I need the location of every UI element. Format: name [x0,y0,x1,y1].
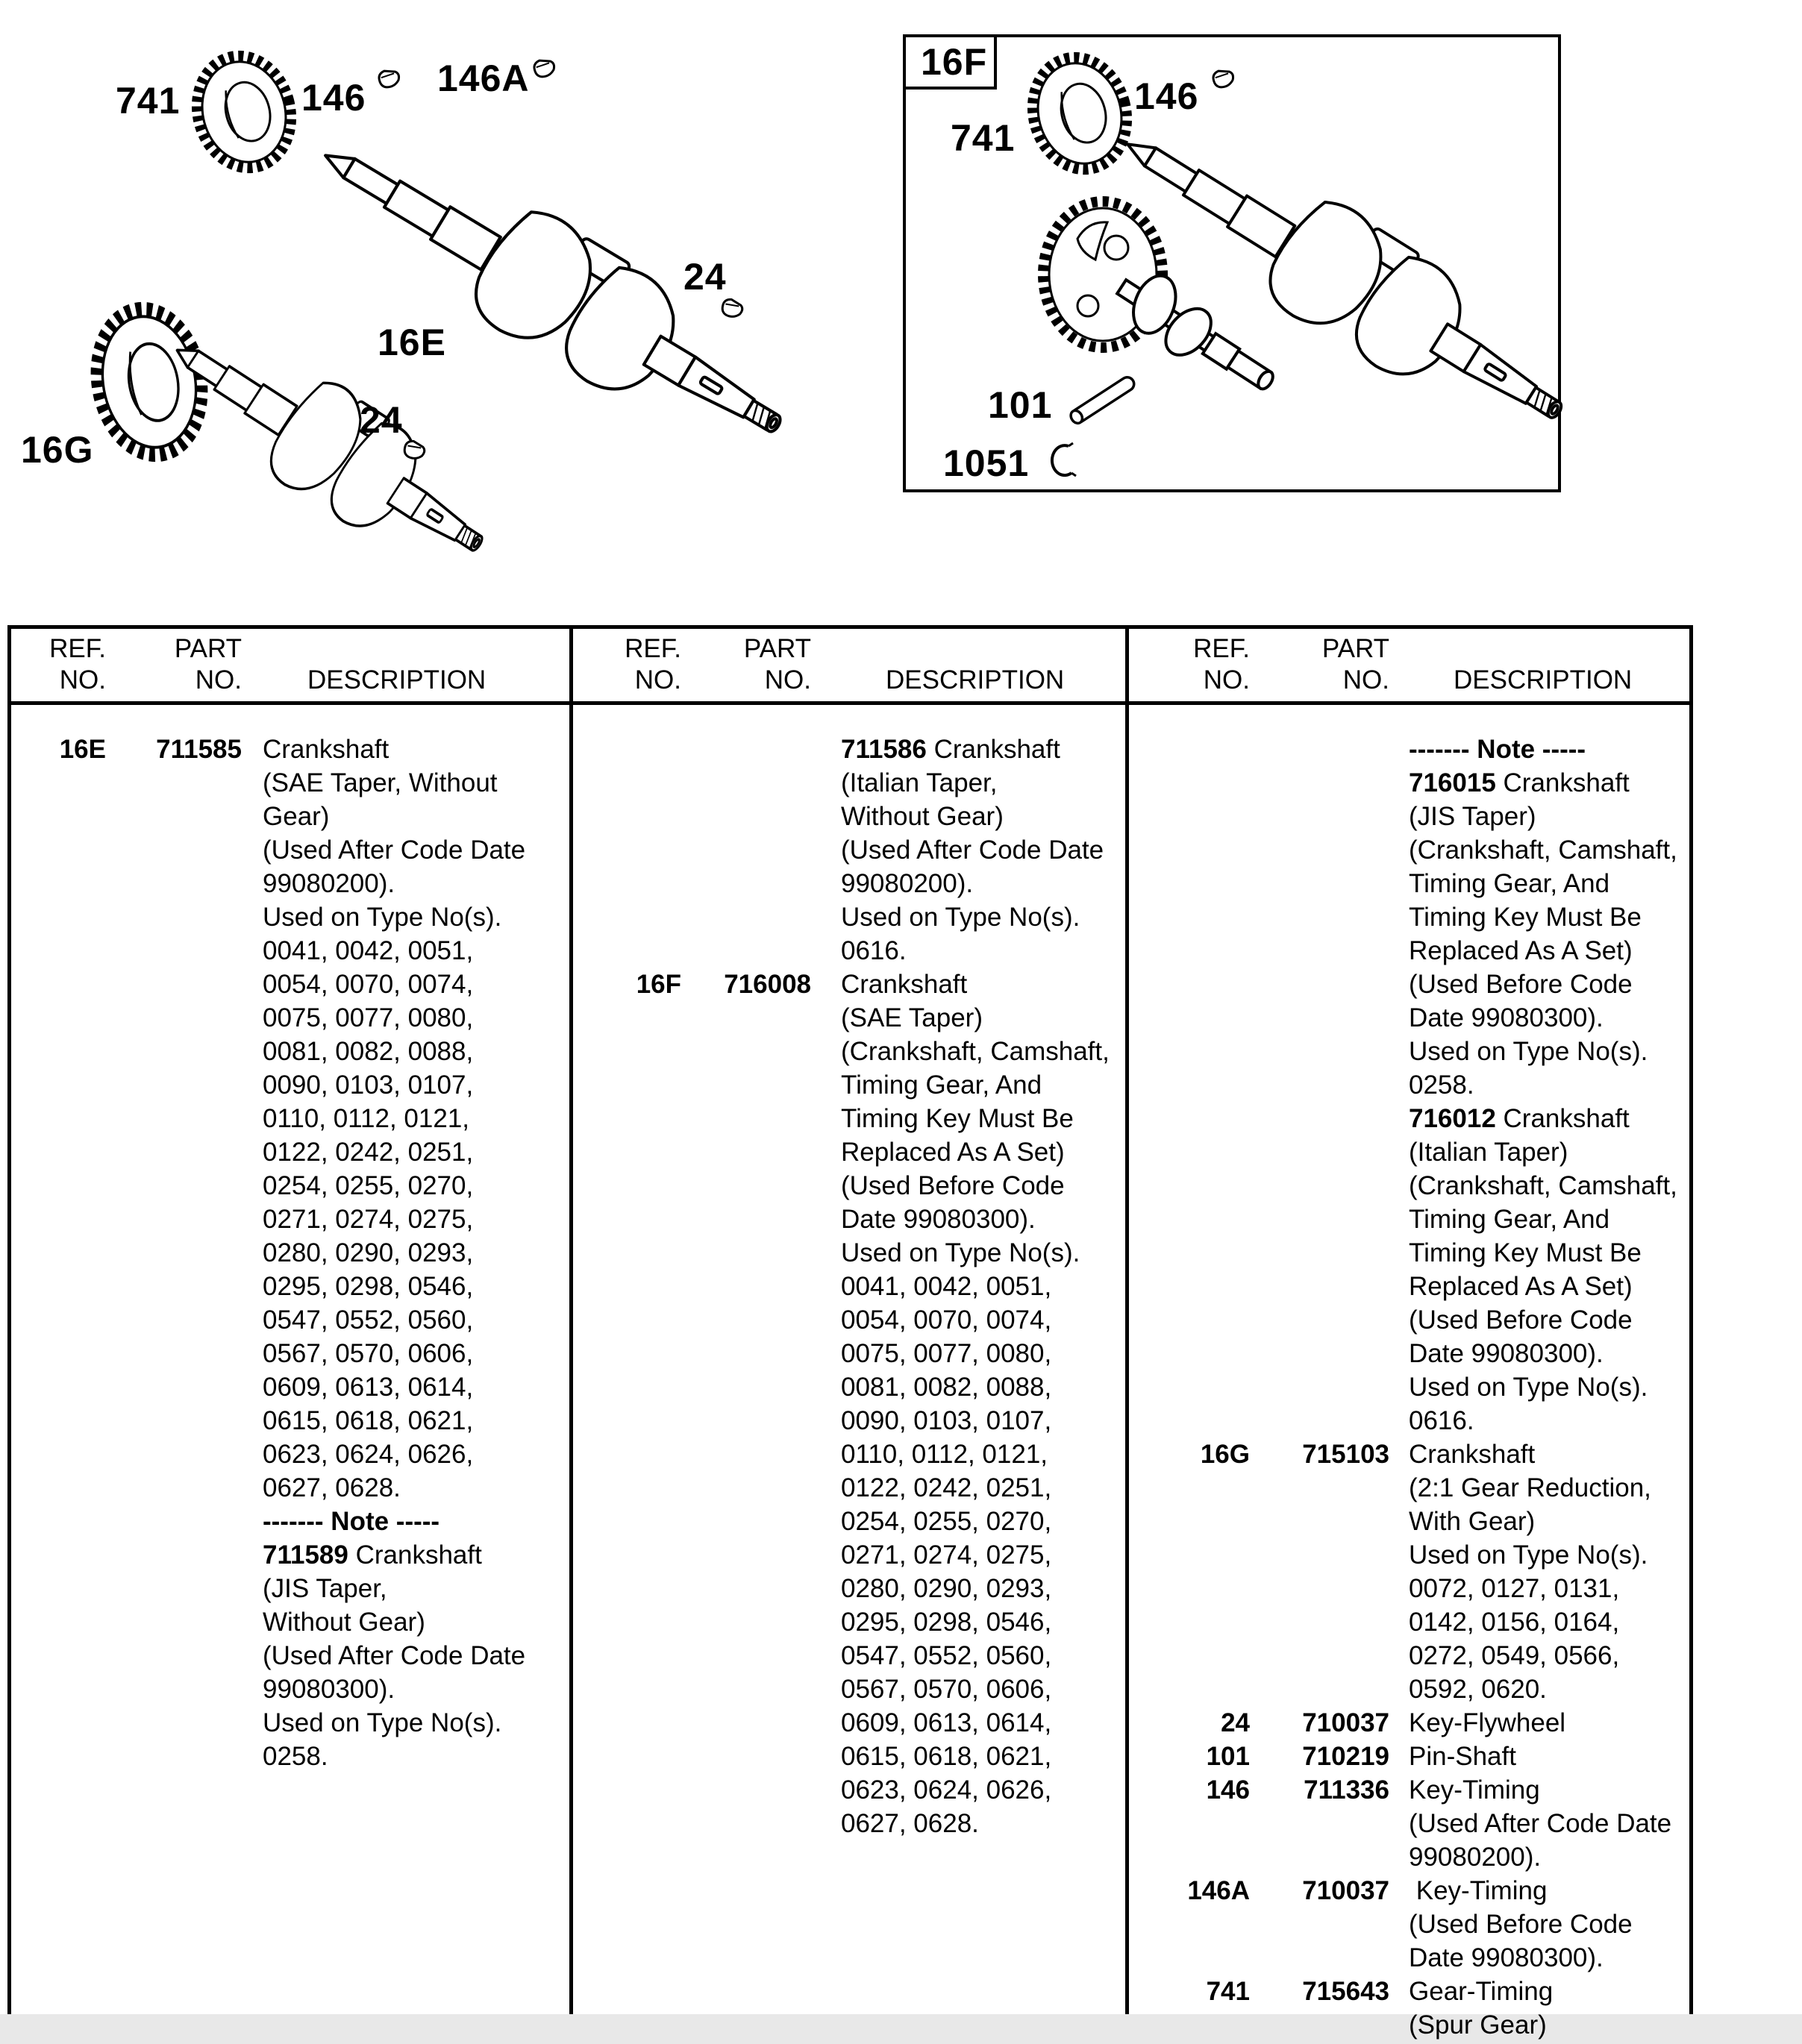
table-line [1129,2010,1689,2044]
column-body [7,735,569,1775]
description-text: Timing Key Must Be [1409,1238,1642,1267]
table-line [573,836,1125,869]
description-text: 0075, 0077, 0080, [841,1339,1052,1368]
table-line [573,1272,1125,1305]
table-border-right [1689,625,1693,2014]
pin-101-drawing [1069,374,1136,425]
table-line [1129,1507,1689,1540]
table-line [1129,1540,1689,1574]
part-no: 711585 [156,735,242,764]
table-line [1129,1675,1689,1708]
description-text: Key-Flywheel [1409,1708,1566,1737]
label-741-left: 741 [116,80,181,122]
table-line [1129,1003,1689,1037]
table-line [573,1540,1125,1574]
table-line [573,1809,1125,1843]
description-text: 0075, 0077, 0080, [263,1003,474,1032]
table-line [1129,1305,1689,1339]
table-line [7,1070,569,1104]
ref-no: 101 [1206,1742,1250,1771]
description-text: (Used Before Code [1409,1910,1633,1939]
part-no-header: NO. [195,665,242,695]
table-line [1129,936,1689,970]
description-text: 0623, 0624, 0626, [841,1775,1052,1805]
description-text: Used on Type No(s). [1409,1540,1648,1570]
description-text: Key-Timing [1409,1876,1548,1905]
description-text: (Crankshaft, Camshaft, [1409,1171,1677,1200]
part-no: 710037 [1302,1708,1389,1737]
part-no-header: NO. [1342,665,1389,695]
description-text: 0110, 0112, 0121, [263,1104,470,1133]
table-line [1129,802,1689,836]
table-line [7,1507,569,1540]
description-text: 0623, 0624, 0626, [263,1440,474,1469]
description-text: 99080300). [263,1675,395,1704]
table-line [7,1305,569,1339]
table-line [7,1406,569,1440]
table-line [573,1574,1125,1608]
column-body [1129,735,1689,2044]
label-101: 101 [988,384,1053,426]
table-line [1129,903,1689,936]
description-text: 0567, 0570, 0606, [263,1339,474,1368]
table-line [573,1339,1125,1373]
table-line [573,1473,1125,1507]
ref-no: 16G [1200,1440,1250,1469]
part-no: 716008 [724,970,811,999]
table-line [573,1003,1125,1037]
description-text: 99080200). [263,869,395,898]
description-text: Date 99080300). [841,1205,1036,1234]
table-line [1129,1104,1689,1138]
timing-gear-741-drawing [184,46,303,179]
table-line [7,768,569,802]
description-text: 0090, 0103, 0107, [841,1406,1052,1435]
crankshaft-16g-drawing [85,301,511,592]
table-line [7,1037,569,1070]
ref-no-header: NO. [1203,665,1250,695]
timing-gear-741-panel-drawing [1020,47,1139,181]
table-line [7,869,569,903]
table-line [1129,1070,1689,1104]
column-header [7,625,569,701]
table-line [7,1138,569,1171]
table-line [7,1205,569,1238]
table-line [573,1205,1125,1238]
description-text: 0271, 0274, 0275, [841,1540,1052,1570]
description-text: 0547, 0552, 0560, [263,1305,474,1335]
ref-no: 24 [1221,1708,1250,1737]
description-text: 0090, 0103, 0107, [263,1070,474,1100]
table-line [1129,1272,1689,1305]
part-no-header: NO. [764,665,811,695]
table-line [7,1373,569,1406]
description-text: 0615, 0618, 0621, [263,1406,474,1435]
description-text: 0592, 0620. [1409,1675,1547,1704]
table-line [1129,1843,1689,1876]
part-header: PART [743,634,811,663]
description-text: 711589 Crankshaft [263,1540,482,1570]
part-header: PART [1321,634,1389,663]
table-line [1129,869,1689,903]
description-header: DESCRIPTION [1454,665,1633,695]
table-line [573,1138,1125,1171]
description-text: 0254, 0255, 0270, [841,1507,1052,1536]
table-line [1129,1608,1689,1641]
description-text: Replaced As A Set) [1409,1272,1633,1301]
description-text: 0041, 0042, 0051, [841,1272,1052,1301]
label-24-16e: 24 [683,256,727,298]
description-text: 0271, 0274, 0275, [263,1205,474,1234]
description-text: Date 99080300). [1409,1943,1604,1972]
part-no: 710219 [1302,1742,1389,1771]
description-text: 0122, 0242, 0251, [263,1138,474,1167]
ref-no-header: NO. [634,665,681,695]
table-line [1129,1205,1689,1238]
description-text: Timing Key Must Be [841,1104,1074,1133]
description-text: Timing Gear, And [841,1070,1042,1100]
table-line [7,1708,569,1742]
table-line [573,1641,1125,1675]
description-text: ------- Note ----- [263,1507,440,1536]
description-text: 0627, 0628. [263,1473,401,1502]
description-text: 0616. [841,936,907,965]
table-line [7,1440,569,1473]
table-line [7,1171,569,1205]
part-header: PART [174,634,242,663]
description-text: (JIS Taper, [263,1574,387,1603]
description-text: 0272, 0549, 0566, [1409,1641,1620,1670]
description-text: Used on Type No(s). [841,1238,1080,1267]
description-text: Replaced As A Set) [1409,936,1633,965]
table-line [573,1775,1125,1809]
table-line [1129,1238,1689,1272]
table-line [573,1305,1125,1339]
description-text: Crankshaft [263,735,390,764]
description-text: Used on Type No(s). [1409,1037,1648,1066]
table-line [7,836,569,869]
key-146-panel-icon [1212,68,1235,88]
part-no: 715103 [1302,1440,1389,1469]
table-line [1129,1809,1689,1843]
ref-no: 16E [59,735,106,764]
description-text: 0122, 0242, 0251, [841,1473,1052,1502]
description-text: 0054, 0070, 0074, [263,970,474,999]
retaining-ring-1051-drawing [1052,443,1076,476]
table-line [573,1171,1125,1205]
table-line [7,1003,569,1037]
description-text: Crankshaft [841,970,968,999]
table-line [7,1473,569,1507]
table-line [1129,1742,1689,1775]
description-text: 716015 Crankshaft [1409,768,1630,797]
table-line [7,1104,569,1138]
table-line [1129,1775,1689,1809]
description-text: (Spur Gear) [1409,2010,1547,2040]
description-text: 0615, 0618, 0621, [841,1742,1052,1771]
table-line [1129,1473,1689,1507]
description-text: ------- Note ----- [1409,735,1586,764]
table-line [1129,1708,1689,1742]
table-line [573,936,1125,970]
label-16e: 16E [378,322,446,363]
table-line [7,970,569,1003]
table-line [573,1037,1125,1070]
table-line [573,1070,1125,1104]
description-text: (Used After Code Date [841,836,1104,865]
description-text: Used on Type No(s). [841,903,1080,932]
description-text: Timing Gear, And [1409,1205,1610,1234]
table-line [7,802,569,836]
table-line [7,1742,569,1775]
table-line [1129,768,1689,802]
description-text: 0567, 0570, 0606, [841,1675,1052,1704]
description-text: Pin-Shaft [1409,1742,1516,1771]
table-line [573,1507,1125,1540]
parts-column-3 [1129,625,1689,2040]
table-line [573,1608,1125,1641]
description-text: 99080200). [841,869,974,898]
description-text: Without Gear) [263,1608,425,1637]
description-text: Replaced As A Set) [841,1138,1065,1167]
description-text: 0547, 0552, 0560, [841,1641,1052,1670]
table-line [573,802,1125,836]
column-header [1129,625,1689,701]
description-text: With Gear) [1409,1507,1536,1536]
description-header: DESCRIPTION [886,665,1065,695]
exploded-view-diagram [0,0,1802,619]
table-line [1129,1138,1689,1171]
table-line [7,1574,569,1608]
table-line [7,1641,569,1675]
table-line [573,869,1125,903]
description-text: 0081, 0082, 0088, [841,1373,1052,1402]
description-text: 0609, 0613, 0614, [263,1373,474,1402]
table-line [7,936,569,970]
table-line [1129,1171,1689,1205]
description-text: Crankshaft [1409,1440,1536,1469]
description-text: Used on Type No(s). [263,903,502,932]
description-text: 0280, 0290, 0293, [841,1574,1052,1603]
ref-no: 741 [1206,1977,1250,2006]
table-line [1129,1373,1689,1406]
description-text: (SAE Taper) [841,1003,983,1032]
label-1051: 1051 [943,442,1030,484]
table-line [1129,1943,1689,1977]
label-16f: 16F [921,41,988,83]
table-line [1129,1910,1689,1943]
table-line [7,735,569,768]
part-no: 710037 [1302,1876,1389,1905]
table-line [1129,1440,1689,1473]
table-line [7,1339,569,1373]
description-text: 0258. [263,1742,328,1771]
description-text: Timing Gear, And [1409,869,1610,898]
table-line [573,1373,1125,1406]
description-text: 0041, 0042, 0051, [263,936,474,965]
description-text: 0616. [1409,1406,1474,1435]
table-line [7,1675,569,1708]
crankshaft-16f-drawing [1097,90,1592,463]
table-line [1129,836,1689,869]
table-line [573,903,1125,936]
description-text: 0054, 0070, 0074, [841,1305,1052,1335]
description-text: (Italian Taper, [841,768,998,797]
parts-column-1 [7,625,569,2014]
label-146-panel: 146 [1134,75,1199,117]
ref-no: 16F [636,970,681,999]
table-line [1129,1574,1689,1608]
table-line [1129,1977,1689,2010]
label-741-panel: 741 [951,117,1016,159]
table-line [7,1272,569,1305]
table-line [573,1238,1125,1272]
table-line [7,1608,569,1641]
table-line [1129,1339,1689,1373]
description-text: (JIS Taper) [1409,802,1536,831]
description-text: Used on Type No(s). [1409,1373,1648,1402]
description-text: Date 99080300). [1409,1003,1604,1032]
description-text: 0254, 0255, 0270, [263,1171,474,1200]
table-line [7,1238,569,1272]
description-text: (Used After Code Date [263,1641,526,1670]
description-header: DESCRIPTION [307,665,487,695]
table-line [7,903,569,936]
description-text: 0110, 0112, 0121, [841,1440,1048,1469]
column-body [573,735,1125,1843]
description-text: 0295, 0298, 0546, [841,1608,1052,1637]
description-text: 0280, 0290, 0293, [263,1238,474,1267]
description-text: Key-Timing [1409,1775,1540,1805]
description-text: 716012 Crankshaft [1409,1104,1630,1133]
table-line [573,1675,1125,1708]
table-line [573,970,1125,1003]
table-line [1129,1037,1689,1070]
description-text: 0142, 0156, 0164, [1409,1608,1620,1637]
part-no: 711336 [1304,1775,1389,1805]
description-text: Timing Key Must Be [1409,903,1642,932]
table-line [1129,735,1689,768]
label-146-left: 146 [301,77,366,119]
key-146a-icon [533,57,556,78]
description-text: (Used Before Code [1409,1305,1633,1335]
key-24-16e-icon [721,298,745,319]
table-line [1129,1876,1689,1910]
label-16g: 16G [21,429,94,471]
ref-header: REF. [1193,634,1250,663]
description-text: (Used After Code Date [1409,1809,1672,1838]
ref-no: 146A [1187,1876,1250,1905]
description-text: 0627, 0628. [841,1809,979,1838]
label-24-16g: 24 [360,399,403,441]
table-line [1129,1406,1689,1440]
description-text: (Crankshaft, Camshaft, [1409,836,1677,865]
description-text: Gear) [263,802,330,831]
table-line [573,1406,1125,1440]
description-text: (Used Before Code [1409,970,1633,999]
description-text: (Italian Taper) [1409,1138,1568,1167]
ref-header: REF. [49,634,106,663]
ref-no-header: NO. [59,665,106,695]
description-text: (2:1 Gear Reduction, [1409,1473,1651,1502]
description-text: 0295, 0298, 0546, [263,1272,474,1301]
description-text: 99080200). [1409,1843,1542,1872]
description-text: (Crankshaft, Camshaft, [841,1037,1110,1066]
description-text: 711586 Crankshaft [841,735,1060,764]
description-text: 0609, 0613, 0614, [841,1708,1052,1737]
description-text: (Used After Code Date [263,836,526,865]
description-text: 0258. [1409,1070,1474,1100]
description-text: (SAE Taper, Without [263,768,498,797]
label-146a: 146A [437,57,530,99]
description-text: 0081, 0082, 0088, [263,1037,474,1066]
table-line [1129,970,1689,1003]
table-line [573,1440,1125,1473]
table-line [573,768,1125,802]
table-line [573,1708,1125,1742]
table-line [1129,1641,1689,1675]
description-text: Used on Type No(s). [263,1708,502,1737]
table-line [573,1104,1125,1138]
description-text: Gear-Timing [1409,1977,1554,2006]
description-text: Without Gear) [841,802,1004,831]
table-line [7,1540,569,1574]
part-no: 715643 [1302,1977,1389,2006]
description-text: (Used Before Code [841,1171,1065,1200]
parts-column-2 [573,625,1125,2014]
table-line [573,1742,1125,1775]
key-146-icon [378,68,401,88]
column-header [573,625,1125,701]
ref-header: REF. [625,634,681,663]
table-line [573,735,1125,768]
description-text: Date 99080300). [1409,1339,1604,1368]
ref-no: 146 [1206,1775,1250,1805]
description-text: 0072, 0127, 0131, [1409,1574,1620,1603]
